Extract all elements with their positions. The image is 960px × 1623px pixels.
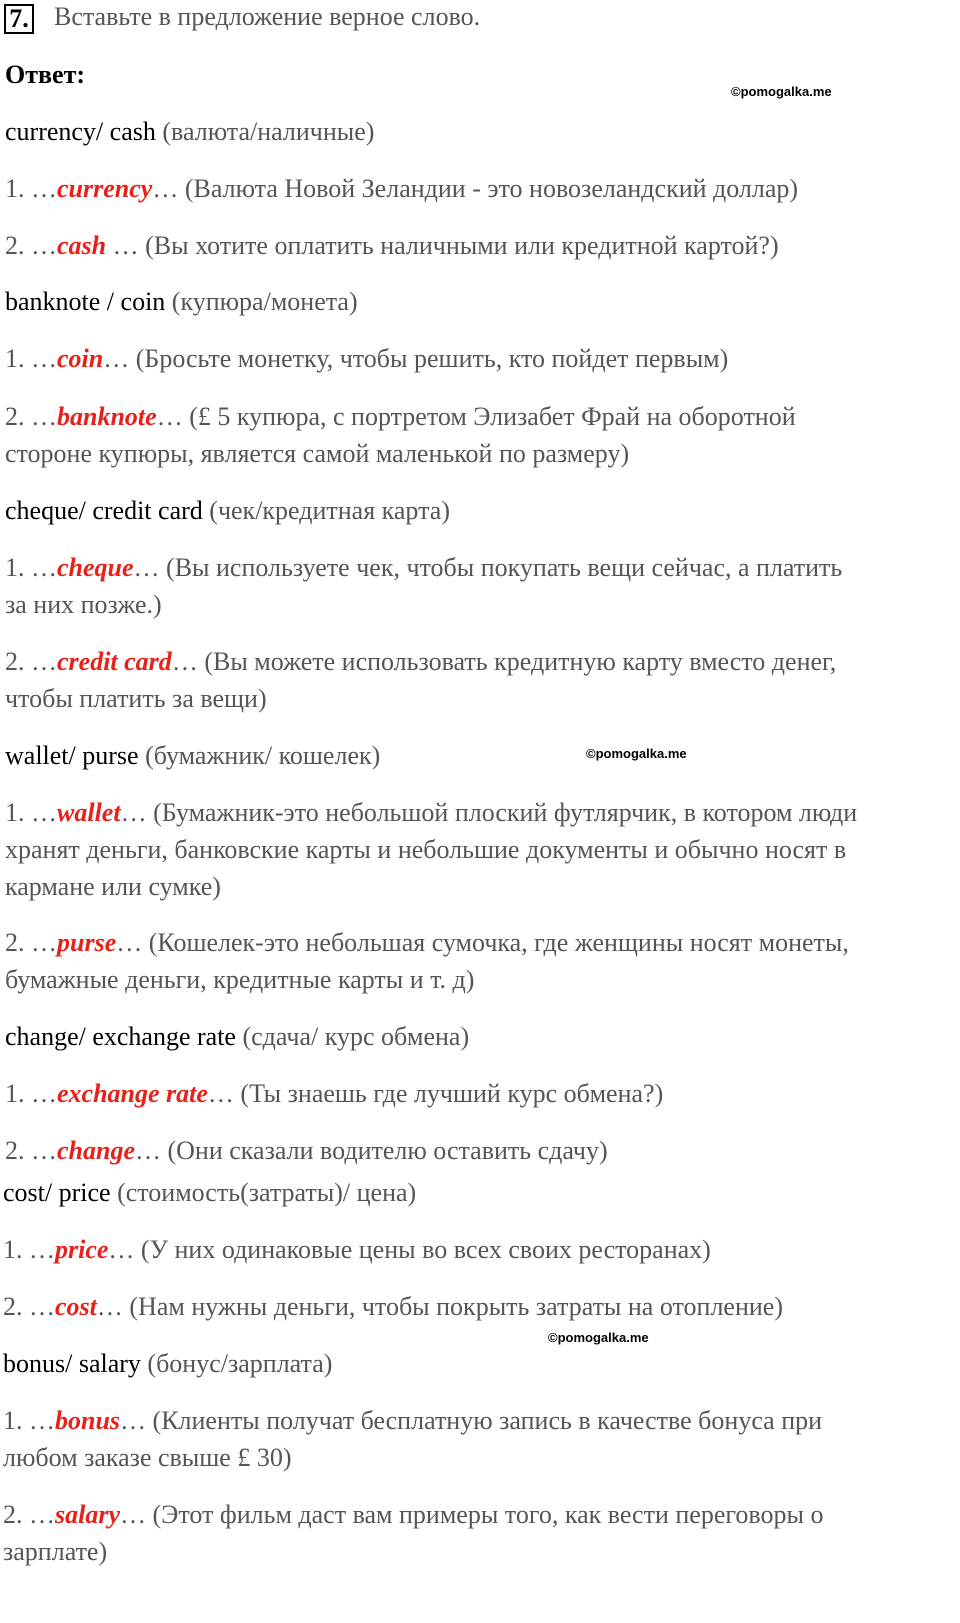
sentence-translation-continued: хранят деньги, банковские карты и небольшие документы и обычно носят в (5, 835, 847, 864)
sentence-translation: (Они сказали водителю оставить сдачу) (167, 1136, 608, 1165)
ellipsis: … (171, 647, 205, 676)
item-number: 1. … (5, 553, 57, 582)
sentence-translation: (Клиенты получат бесплатную запись в качестве бонуса при (152, 1406, 823, 1435)
sentence-translation: (Этот фильм даст вам примеры того, как вести переговоры о (152, 1500, 824, 1529)
word-pair: currency/ cash (5, 117, 156, 146)
sentence-translation-continued: чтобы платить за вещи) (5, 684, 267, 713)
item-number: 1. … (3, 1406, 55, 1435)
sentence-translation-continued: за них позже.) (5, 590, 162, 619)
word-pair: cheque/ credit card (5, 496, 203, 525)
answer-item (5, 1076, 663, 1112)
task-number-box: 7. (4, 4, 34, 34)
word-pair-heading (5, 493, 450, 529)
answer-word: salary (55, 1500, 120, 1529)
word-pair-translation: (бумажник/ кошелек) (145, 741, 381, 770)
word-pair-translation: (валюта/наличные) (162, 117, 375, 146)
answer-word: price (55, 1235, 109, 1264)
item-number: 2. … (5, 647, 57, 676)
item-number: 1. … (3, 1235, 55, 1264)
answer-item (3, 1232, 711, 1268)
item-number: 1. … (5, 798, 57, 827)
item-number: 1. … (5, 1079, 57, 1108)
answer-word: exchange rate (57, 1079, 208, 1108)
item-number: 2. … (5, 231, 57, 260)
answer-item (3, 1403, 822, 1439)
sentence-translation: (Бумажник-это небольшой плоский футлярчик, в котором люди (153, 798, 858, 827)
sentence-translation: (Валюта Новой Зеландии - это новозеландский доллар) (184, 174, 799, 203)
watermark: ©pomogalka.me (731, 84, 832, 99)
ellipsis: … (120, 1500, 153, 1529)
word-pair-heading (5, 284, 358, 320)
ellipsis: … (116, 928, 149, 957)
word-pair: cost/ price (3, 1178, 111, 1207)
word-pair: bonus/ salary (3, 1349, 141, 1378)
answer-item (3, 1289, 783, 1325)
word-pair: change/ exchange rate (5, 1022, 236, 1051)
sentence-translation: (Вы хотите оплатить наличными или кредитной картой?) (145, 231, 779, 260)
item-number: 2. … (5, 1136, 57, 1165)
sentence-translation: (Нам нужны деньги, чтобы покрыть затраты на отопление) (129, 1292, 783, 1321)
sentence-translation-continued: любом заказе свыше £ 30) (3, 1443, 292, 1472)
answer-word: bonus (55, 1406, 121, 1435)
ellipsis: … (106, 231, 146, 260)
item-number: 2. … (3, 1500, 55, 1529)
item-number: 1. … (5, 174, 57, 203)
ellipsis: … (152, 174, 185, 203)
sentence-translation: (Бросьте монетку, чтобы решить, кто пойдет первым) (135, 344, 729, 373)
ellipsis: … (120, 798, 154, 827)
sentence-translation-continued: бумажные деньги, кредитные карты и т. д) (5, 965, 475, 994)
word-pair: banknote / coin (5, 287, 166, 316)
word-pair-translation: (чек/кредитная карта) (209, 496, 450, 525)
word-pair-translation: (сдача/ курс обмена) (242, 1022, 470, 1051)
word-pair-heading (5, 1019, 469, 1055)
answer-word: wallet (57, 798, 121, 827)
word-pair-translation: (бонус/зарплата) (147, 1349, 333, 1378)
word-pair-heading (5, 738, 380, 774)
ellipsis: … (207, 1079, 241, 1108)
ellipsis: … (108, 1235, 141, 1264)
sentence-translation-continued: зарплате) (3, 1537, 108, 1566)
answer-word: change (57, 1136, 135, 1165)
sentence-translation-continued: стороне купюры, является самой маленькой по размеру) (5, 439, 630, 468)
watermark: ©pomogalka.me (586, 746, 687, 761)
ellipsis: … (156, 402, 190, 431)
word-pair-translation: (стоимость(затраты)/ цена) (117, 1178, 417, 1207)
sentence-translation: (Кошелек-это небольшая сумочка, где женщины носят монеты, (148, 928, 849, 957)
ellipsis: … (96, 1292, 130, 1321)
answer-item (5, 399, 796, 435)
sentence-translation-continued: кармане или сумке) (5, 872, 221, 901)
word-pair: wallet/ purse (5, 741, 139, 770)
answer-item (5, 795, 857, 831)
answer-item (5, 341, 728, 377)
watermark: ©pomogalka.me (548, 1330, 649, 1345)
item-number: 2. … (5, 928, 57, 957)
answer-item (5, 1133, 608, 1169)
answer-word: cash (57, 231, 107, 260)
ellipsis: … (135, 1136, 168, 1165)
item-number: 2. … (5, 402, 57, 431)
item-number: 2. … (3, 1292, 55, 1321)
sentence-translation: (Вы используете чек, чтобы покупать вещи сейчас, а платить (166, 553, 843, 582)
answer-label: Ответ: (5, 60, 86, 89)
sentence-translation: (Вы можете использовать кредитную карту вместо денег, (204, 647, 837, 676)
answer-word: purse (57, 928, 117, 957)
answer-word: banknote (57, 402, 157, 431)
answer-item (5, 925, 849, 961)
answer-word: credit card (57, 647, 172, 676)
answer-word: currency (57, 174, 153, 203)
word-pair-heading (3, 1346, 332, 1382)
word-pair-translation: (купюра/монета) (171, 287, 358, 316)
sentence-translation: (У них одинаковые цены во всех своих ресторанах) (140, 1235, 711, 1264)
answer-item (5, 644, 836, 680)
answer-item (5, 171, 798, 207)
sentence-translation: (Ты знаешь где лучший курс обмена?) (240, 1079, 664, 1108)
ellipsis: … (133, 553, 167, 582)
item-number: 1. … (5, 344, 57, 373)
answer-item (5, 550, 842, 586)
answer-item (5, 228, 779, 264)
sentence-translation: (£ 5 купюра, с портретом Элизабет Фрай на оборотной (189, 402, 796, 431)
ellipsis: … (120, 1406, 153, 1435)
word-pair-heading (5, 114, 374, 150)
answer-word: coin (57, 344, 104, 373)
answer-item (3, 1497, 823, 1533)
answer-word: cost (55, 1292, 97, 1321)
answer-word: cheque (57, 553, 134, 582)
word-pair-heading (3, 1175, 416, 1211)
task-instruction: Вставьте в предложение верное слово. (54, 2, 481, 31)
ellipsis: … (103, 344, 136, 373)
